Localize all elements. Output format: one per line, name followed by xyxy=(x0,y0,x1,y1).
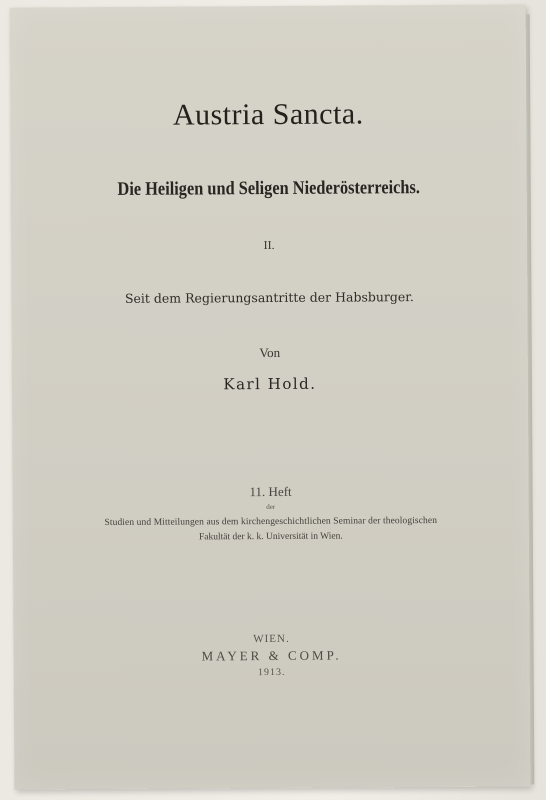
book-title: Austria Sancta. xyxy=(172,97,364,132)
by-label: Von xyxy=(259,344,281,361)
issue-number: 11. Heft xyxy=(249,483,292,500)
issue-of-label: der xyxy=(266,502,276,512)
publisher-city: WIEN. xyxy=(253,632,290,646)
part-title: Seit dem Regierungsantritte der Habsburger. xyxy=(124,289,414,306)
publication-year: 1913. xyxy=(257,666,286,679)
book-cover xyxy=(10,4,531,789)
series-line-2: Fakultät der k. k. Universität in Wien. xyxy=(198,531,343,543)
book-subtitle: Die Heiligen und Seligen Niederösterreichs. xyxy=(117,177,420,200)
series-line-1: Studien und Mitteilungen aus dem kirchengeschichtlichen Seminar der theologischen xyxy=(104,515,438,529)
volume-number: II. xyxy=(263,237,275,253)
publisher-name: MAYER & COMP. xyxy=(201,647,342,664)
author-name: Karl Hold. xyxy=(223,374,317,394)
